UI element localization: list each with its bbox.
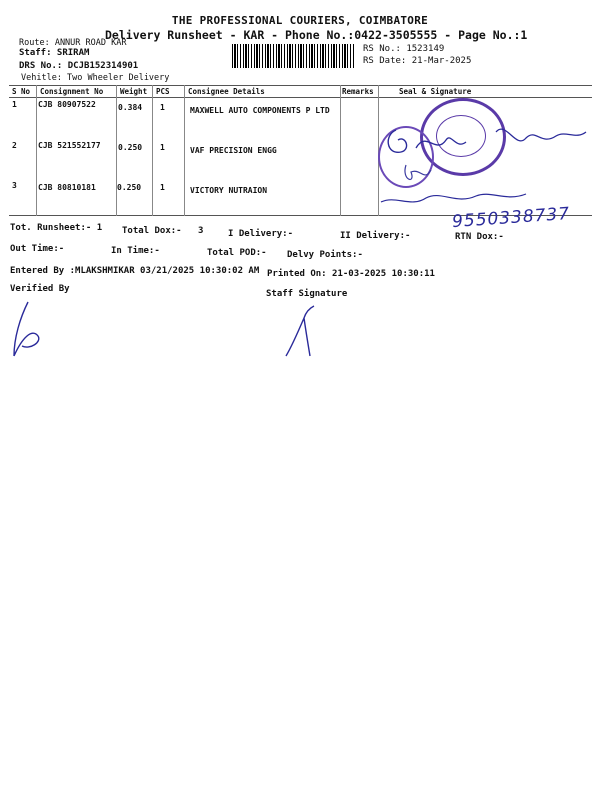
col-sno: S No — [12, 87, 31, 96]
table-row-1-consignee: MAXWELL AUTO COMPONENTS P LTD — [190, 106, 330, 115]
col-weight: Weight — [120, 87, 148, 96]
i-delivery: I Delivery:- — [228, 229, 294, 239]
table-row-3-pcs: 1 — [160, 183, 165, 192]
out-time: Out Time:- — [10, 244, 65, 254]
col-pcs: PCS — [156, 87, 170, 96]
table-row-2-pcs: 1 — [160, 143, 165, 152]
verified-by-label: Verified By — [10, 284, 70, 294]
signature-stroke-1 — [388, 130, 406, 152]
total-pod: Total POD:- — [207, 248, 267, 258]
col-consignment: Consignment No — [40, 87, 104, 96]
verifier-signature — [8, 298, 48, 362]
rtn-dox: RTN Dox:- — [455, 232, 504, 242]
table-row-3-weight: 0.250 — [117, 183, 142, 192]
ii-delivery: II Delivery:- — [340, 231, 411, 241]
table-row-2-consignment: CJB 521552177 — [38, 141, 101, 150]
total-dox-label: Total Dox:- — [122, 226, 182, 236]
staff-label: Staff: SRIRAM — [19, 48, 90, 58]
staff-signature-label: Staff Signature — [266, 289, 348, 299]
signature-stroke-2 — [416, 138, 466, 148]
vehicle-label: Vehitle: Two Wheeler Delivery — [21, 73, 170, 83]
table-row-1-pcs: 1 — [160, 103, 165, 112]
table-row-2-sno: 2 — [12, 141, 17, 150]
route-label: Route: ANNUR ROAD KAR — [19, 38, 127, 48]
total-dox-value: 3 — [198, 226, 204, 236]
table-row-1-consignment: CJB 80907522 — [38, 100, 96, 109]
table-row-1-weight: 0.384 — [118, 103, 143, 112]
table-row-2-weight: 0.250 — [118, 143, 143, 152]
handwritten-phone: 9550338737 — [451, 203, 571, 233]
signature-stroke-4 — [405, 165, 431, 179]
rs-date: RS Date: 21-Mar-2025 — [363, 56, 472, 66]
table-row-3-consignee: VICTORY NUTRAION — [190, 186, 268, 195]
in-time: In Time:- — [111, 246, 160, 256]
delvy-points: Delvy Points:- — [287, 250, 363, 260]
col-seal-signature: Seal & Signature — [399, 87, 472, 96]
signature-stroke-3 — [496, 129, 586, 141]
company-name: THE PROFESSIONAL COURIERS, COIMBATORE — [171, 14, 429, 27]
table-row-2-consignee: VAF PRECISION ENGG — [190, 146, 277, 155]
runsheet-title: Delivery Runsheet - KAR - Phone No.:0422-3505555 - Page No.:1 — [105, 28, 528, 42]
entered-by: Entered By :MLAKSHMIKAR 03/21/2025 10:30:02 AM — [10, 266, 260, 276]
tot-runsheet: Tot. Runsheet:- 1 — [10, 223, 103, 233]
table-row-3-consignment: CJB 80810181 — [38, 183, 96, 192]
table-row-3-sno: 3 — [12, 181, 17, 190]
col-remarks: Remarks — [342, 87, 374, 96]
rs-number: RS No.: 1523149 — [363, 44, 445, 54]
staff-signature-mark — [280, 302, 330, 362]
drs-number: DRS No.: DCJB152314901 — [19, 61, 139, 71]
signature-stroke-5 — [381, 194, 526, 202]
printed-on: Printed On: 21-03-2025 10:30:11 — [267, 269, 435, 279]
col-consignee: Consignee Details — [188, 87, 265, 96]
table-row-1-sno: 1 — [12, 100, 17, 109]
barcode — [232, 44, 354, 68]
